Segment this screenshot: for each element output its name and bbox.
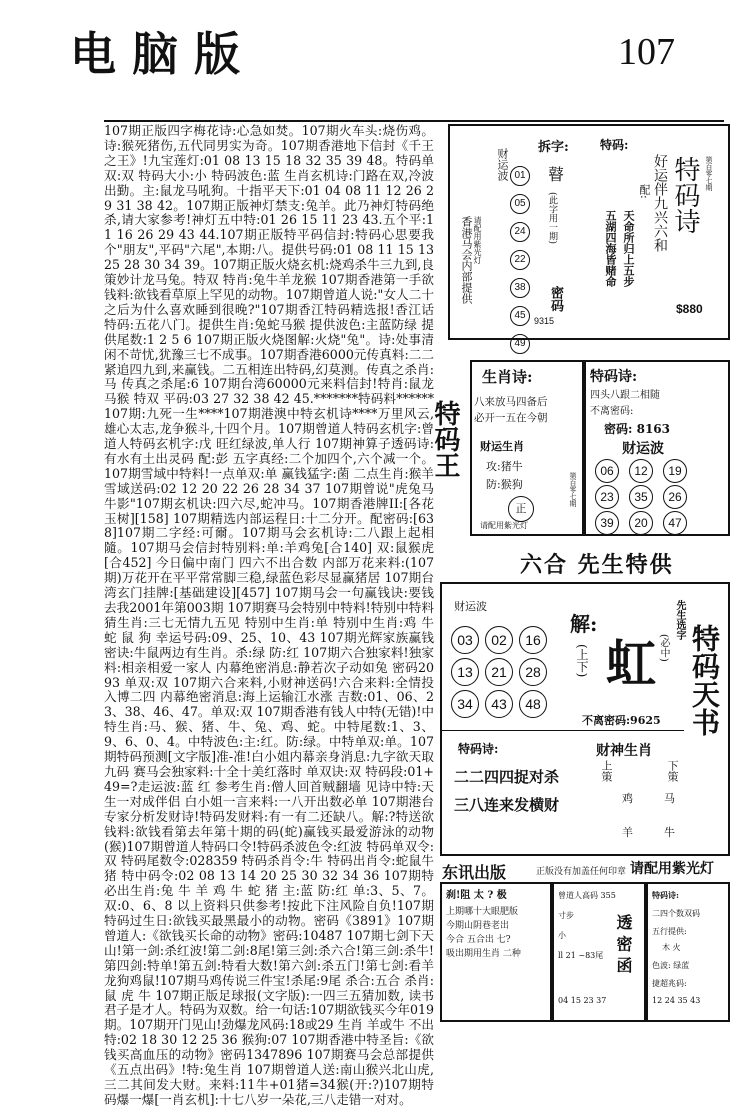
footer-right: 请配用紫光灯	[630, 861, 714, 877]
lower-ball: 13	[451, 658, 479, 686]
bottom-mid-1: 曾道人高码 355	[558, 891, 616, 900]
cai-yun-ball: 49	[510, 334, 530, 354]
side-note-vertical: 请配用紫光灯	[473, 216, 482, 264]
shang-ce-label: 上策	[600, 760, 613, 782]
lower-ball: 48	[519, 690, 547, 718]
bottom-mid-box	[552, 882, 646, 1022]
bottom-line-1: 上期哪十大眼肥版	[446, 907, 519, 917]
cai-yun-label: 财运波	[496, 148, 509, 181]
bottom-line-3: 今合 五合出 七?	[446, 935, 511, 945]
cai-yun-ball: 05	[510, 194, 530, 214]
bottom-right-3: 木 火	[662, 943, 681, 952]
bottom-right-2: 五行提供:	[652, 927, 687, 936]
price: $880	[676, 302, 703, 316]
code-number: 9315	[534, 316, 555, 326]
wave-ball: 06	[595, 459, 619, 483]
cai-yun-bo-title: 财运波	[622, 441, 664, 457]
masthead-title: 电脑版	[70, 27, 256, 81]
stamp-seal	[508, 496, 534, 522]
cai-yun-sheng-xiao: 财运生肖	[480, 440, 524, 453]
hint-sub: (必中)	[658, 634, 669, 662]
sheng-xiao-title: 生肖诗:	[482, 368, 533, 386]
sub-issue: 第百零七期	[705, 156, 713, 191]
lower-ball: 34	[451, 690, 479, 718]
wave-ball: 39	[595, 511, 619, 535]
bottom-right-6: 12 24 35 43	[652, 996, 701, 1005]
special-poem-title: 特码诗	[670, 156, 700, 234]
chai-zi-label: 拆字:	[538, 140, 569, 155]
te-ma-shi-line-1: 二二四四捉对杀	[454, 768, 560, 786]
cai-yun-ball: 22	[510, 250, 530, 270]
chai-zi-note: (此字用一期)	[547, 192, 557, 245]
bottom-right-title: 特码诗:	[652, 890, 679, 900]
hong-character: 虹	[606, 634, 656, 693]
jie-sub: (上下)	[575, 644, 589, 678]
bu-li-code: 不离密码:9625	[582, 714, 661, 727]
pei-label: 配:	[638, 184, 651, 199]
sheng-xiao-panel	[470, 360, 584, 536]
xia-item-2: 牛	[664, 826, 675, 839]
bottom-right-1: 二四个数双码	[652, 909, 700, 918]
caption-vertical: 香港马会内部提供	[460, 216, 473, 304]
cai-yun-ball: 38	[510, 278, 530, 298]
chai-zi-value: 瞽	[548, 165, 565, 184]
poem-line-1: 好运伴九兴六和	[652, 154, 668, 252]
stamp-text: 正	[515, 502, 527, 515]
fang-label: 防:猴狗	[486, 478, 523, 491]
te-ma-panel	[584, 360, 730, 536]
shang-item-2: 羊	[622, 826, 633, 839]
wave-ball: 47	[663, 511, 687, 535]
te-ma-line-2: 不离密码:	[590, 406, 634, 417]
jie-label: 解:	[570, 612, 598, 636]
tou-mi-han: 透 密 函	[614, 914, 633, 974]
bottom-line-4: 吸出期用生肖 二种	[446, 949, 521, 959]
issue-number: 107	[618, 31, 675, 73]
lower-ball: 28	[519, 658, 547, 686]
cai-yun-ball: 24	[510, 222, 530, 242]
lower-ball: 16	[519, 626, 547, 654]
lower-ball: 43	[485, 690, 513, 718]
hint-label: 先生选字	[674, 600, 685, 640]
lower-ball: 21	[485, 658, 513, 686]
te-ma-line-1: 四头八跟二相随	[590, 390, 660, 401]
wave-ball: 20	[629, 511, 653, 535]
wave-ball: 19	[663, 459, 687, 483]
sheng-xiao-line-2: 必开一五在今朝	[474, 412, 548, 424]
wave-ball: 35	[629, 485, 653, 509]
gong-label: 攻:猪牛	[486, 460, 523, 473]
uv-note: 请配用紫光灯	[480, 521, 528, 530]
cai-yun-ball: 45	[510, 306, 530, 326]
sheng-xiao-line-1: 八来放马四备后	[474, 396, 548, 408]
lower-number-grid	[448, 624, 552, 720]
bottom-right-4: 色波: 绿蓝	[652, 961, 690, 970]
top-right-panel	[448, 124, 730, 349]
lower-ball: 03	[451, 626, 479, 654]
poem-line-2: 天命所归上五步	[622, 210, 635, 287]
bottom-mid-3: 小	[558, 931, 566, 940]
te-ma-wang-title: 特码王	[430, 400, 460, 478]
xian-sheng-banner: 六合 先生特供	[520, 552, 674, 578]
wave-ball: 23	[595, 485, 619, 509]
poem-line-3: 五湖四海皆赌命	[604, 210, 617, 287]
wave-ball: 26	[663, 485, 687, 509]
bottom-right-5: 捷超兆码:	[652, 979, 687, 988]
mi-ma-label: 密码	[548, 286, 563, 312]
cai-yun-numbers	[510, 162, 532, 358]
bottom-title: 刹!阻 太 ? 极	[446, 890, 507, 901]
bottom-line-2: 今期山阴巷老出	[446, 921, 510, 931]
mi-ma-value: 密码: 8163	[604, 422, 671, 436]
bottom-left-box	[440, 882, 552, 1022]
bottom-right-box	[646, 882, 730, 1022]
lower-divider	[442, 730, 684, 731]
cai-shen-label: 财神生肖	[596, 743, 652, 759]
footer-mid: 正版没有加盖任何印章	[536, 867, 627, 877]
te-ma-tian-shu-title: 特码天书	[688, 624, 721, 736]
main-article: 107期正版四字梅花诗:心急如焚。107期火车头:烧伤鸡。诗:猴死猪伤,五代同男实为奇。107期香港地下信封《千王之王》!九宝莲灯:01 08 13 15 18 32 35 39 48。特码单双:双 特码大小:小 特码波色:蓝 生肖玄机诗:门路在双,冷波出勤。主:鼠龙马吼狗。十指平天下:01 04 08 11 12 26 29 31 38 42。107期正版神灯禁支:兔羊。此乃神灯特码绝杀,请大家参考!神灯五中特:01 26 15 11 23 43.五个平:11 16 26 29 43 44.107期正版特平码信封:特码心思要我个"朋友",平码"六尾",本期:八。提供号码:01 08 11 15 13 25 28 30 34 39。107期正版火烧玄机:烧鸡杀牛三九到,良策妙计龙马兔。特双 特肖:兔牛羊龙猴 107期香港第一手欲钱料:欲钱看草原上罕见的动物。107期曾道人说:"女人二十之后为什么喜欢睡到很晚?"107期香江特码精选报!香江话特码:五花八门。提供生肖:兔蛇马猴 提供波色:主蓝防绿 提供尾数:1 2 5 6 107期正版火烧图解:火烧"兔"。诗:处事清闲不苛忧,犹豫三七不成事。107期香港6000元传真料:二二紧追四九到,来赢钱。二五相连出特码,幻莫测。传真之杀肖:马 传真之杀尾:6 107期台湾60000元来料信封!特肖:鼠龙马猴 特双 平码:03 27 32 38 42 45.*******特码料******107期:九死一生****107期港澳中特玄机诗****万里风云,雄心太志,龙争猴斗,十四个月。107期曾道人特码玄机字:曾道人特码玄机字:戊 旺红绿波,单人行 107期神算子透码诗:有水有土出灵码 配:彭 五字真经:二个加四个,六个减一个。107期雪域中特料!一点单双:单 赢钱猛字:菌 二点生肖:猴羊 雪域送码:02 12 20 22 26 28 34 37 107期曾说"虎兔马牛影"107期玄机诀:四六尽,蛇冲马。107期香港牌II:[各花玉树][158] 107期精选内部运程日:十二分开。配密码:[638]107期二字经:可爾。107期马会玄机诗:二八跟上起相隨。107期马会信封特别料:单:羊鸡兔[合140] 双:鼠猴虎[合452] 今日偏中南门 四六不出合数 内部万花来料:(107期)万花开在平平常常脚三稳,绿蓝色彩尽显赢猪居 107期台湾玄门挂牌:[基础建设][457] 107期马会一句赢钱诀:要钱去我2001年第003期 107期赛马会特别中特料!特别中特料猜生肖:三七无情九五见 特别中生肖:单 特别中生肖:鸡 牛 蛇 鼠 狗 幸运号码:09、25、10、43 107期光辉家族赢钱密诀:牛鼠两边有生肖。杀:绿 防:红 107期六合独家料!独家料:相亲相爱一家人 内幕绝密消息:静若次子动如兔 密码2093 单双:双 107期六合来料,小财神送码!六合来料:全情投入博二四 内幕绝密消息:海上运输江水涨 吉数:01、06、23、38、46、47。单双:双 107期香港有钱人中特(无错)!中特生肖:马、猴、猪、牛、兔、鸡、蛇。中特尾数:1、3、9、6、0、4。中特波色:主:红。防:绿。中特单双:单。107期特码预测[文字版]准-准!白小姐内幕亲身消息:九字欲天取九码 赛马会独家料:十全十美红落时 单双诀:双 特码段:01+49=?走运波:蓝 红 参考生肖:僧人回首贼翻墙 见诗中特:天生一对成伴侣 白小姐一言来料:一八开出数必单 107期港台专家分析发财诗!特码发财料:有一有二还缺八。解:?特送欲钱料:欲钱看第去年第十期的码(蛇)赢钱买最爱游泳的动物(猴)107期曾道人特码口令!特码杀波色令:红波 特码单双令:双 特码尾数令:028359 特码杀肖令:牛 特码出肖令:蛇鼠牛猪 特中码令:02 08 13 14 20 25 30 32 34 36 107期特必出生肖:兔 牛 羊 鸡 牛 蛇 猪 主:蓝 防:红 单:3、5、7。双:0、6、8 以上资料只供参考!按此下注风险自负!107期特码过生日:欲钱买最黑最小的动物。密码《3891》107期曾道人:《欲钱买长命的动物》密码:10487 107期七剑下天山!第一剑:杀红波!第二剑:8尾!第三剑:杀六合!第三剑:杀牛!第四剑:特单!第五剑:特看大数!第六剑:杀五门!第七剑:看羊龙狗鸡鼠!107期马鸡传说三件宝!杀尾:9尾 杀合:五合 杀肖:鼠 虎 牛 107期正版足球报(文字版):一四三五猜加数, 读书君子是才人。特码为双数。给一句话:107期欲钱买今年019期。107期开门见山!劲爆龙风码:18或29 生肖 羊或牛 不出特:02 18 30 12 25 36 猴狗:07 107期香港中特圣旨:《欲钱买高血压的动物》密码1347896 107期赛马会总部提供《五点出码》!特:兔生肖 107期曾道人送:南山猴兴北山虎,三二其间发大财。来料:11牛+01猪=34猴(开:?)107期特码爆一爆[一肖玄机]:十七八岁一朵花,三八走错一对对。	[104, 123, 434, 1107]
header-divider	[104, 120, 724, 122]
xia-ce-label: 下策	[666, 760, 679, 782]
cai-yun-ball: 01	[510, 166, 530, 186]
te-ma-shi-label: 特码诗:	[458, 742, 499, 756]
shang-item-1: 鸡	[622, 792, 633, 805]
te-ma-shi-line-2: 三八连来发横财	[454, 796, 560, 814]
bottom-mid-5: 04 15 23 37	[558, 996, 607, 1005]
middle-vertical-note: 第百零七期	[569, 472, 577, 507]
te-ma-title: 特码诗:	[590, 369, 638, 385]
wave-ball: 12	[629, 459, 653, 483]
xia-item-1: 马	[664, 792, 675, 805]
lower-cai-yun-bo: 财运波	[454, 600, 487, 613]
bottom-mid-4: ll 21 ~83尾	[558, 951, 604, 960]
poem-label: 特码:	[600, 138, 629, 152]
lower-ball: 02	[485, 626, 513, 654]
bottom-mid-2: 寸步	[558, 911, 574, 920]
lower-panel	[440, 582, 730, 856]
footer-left: 东讯出版	[442, 863, 507, 882]
wave-number-grid	[590, 458, 722, 536]
